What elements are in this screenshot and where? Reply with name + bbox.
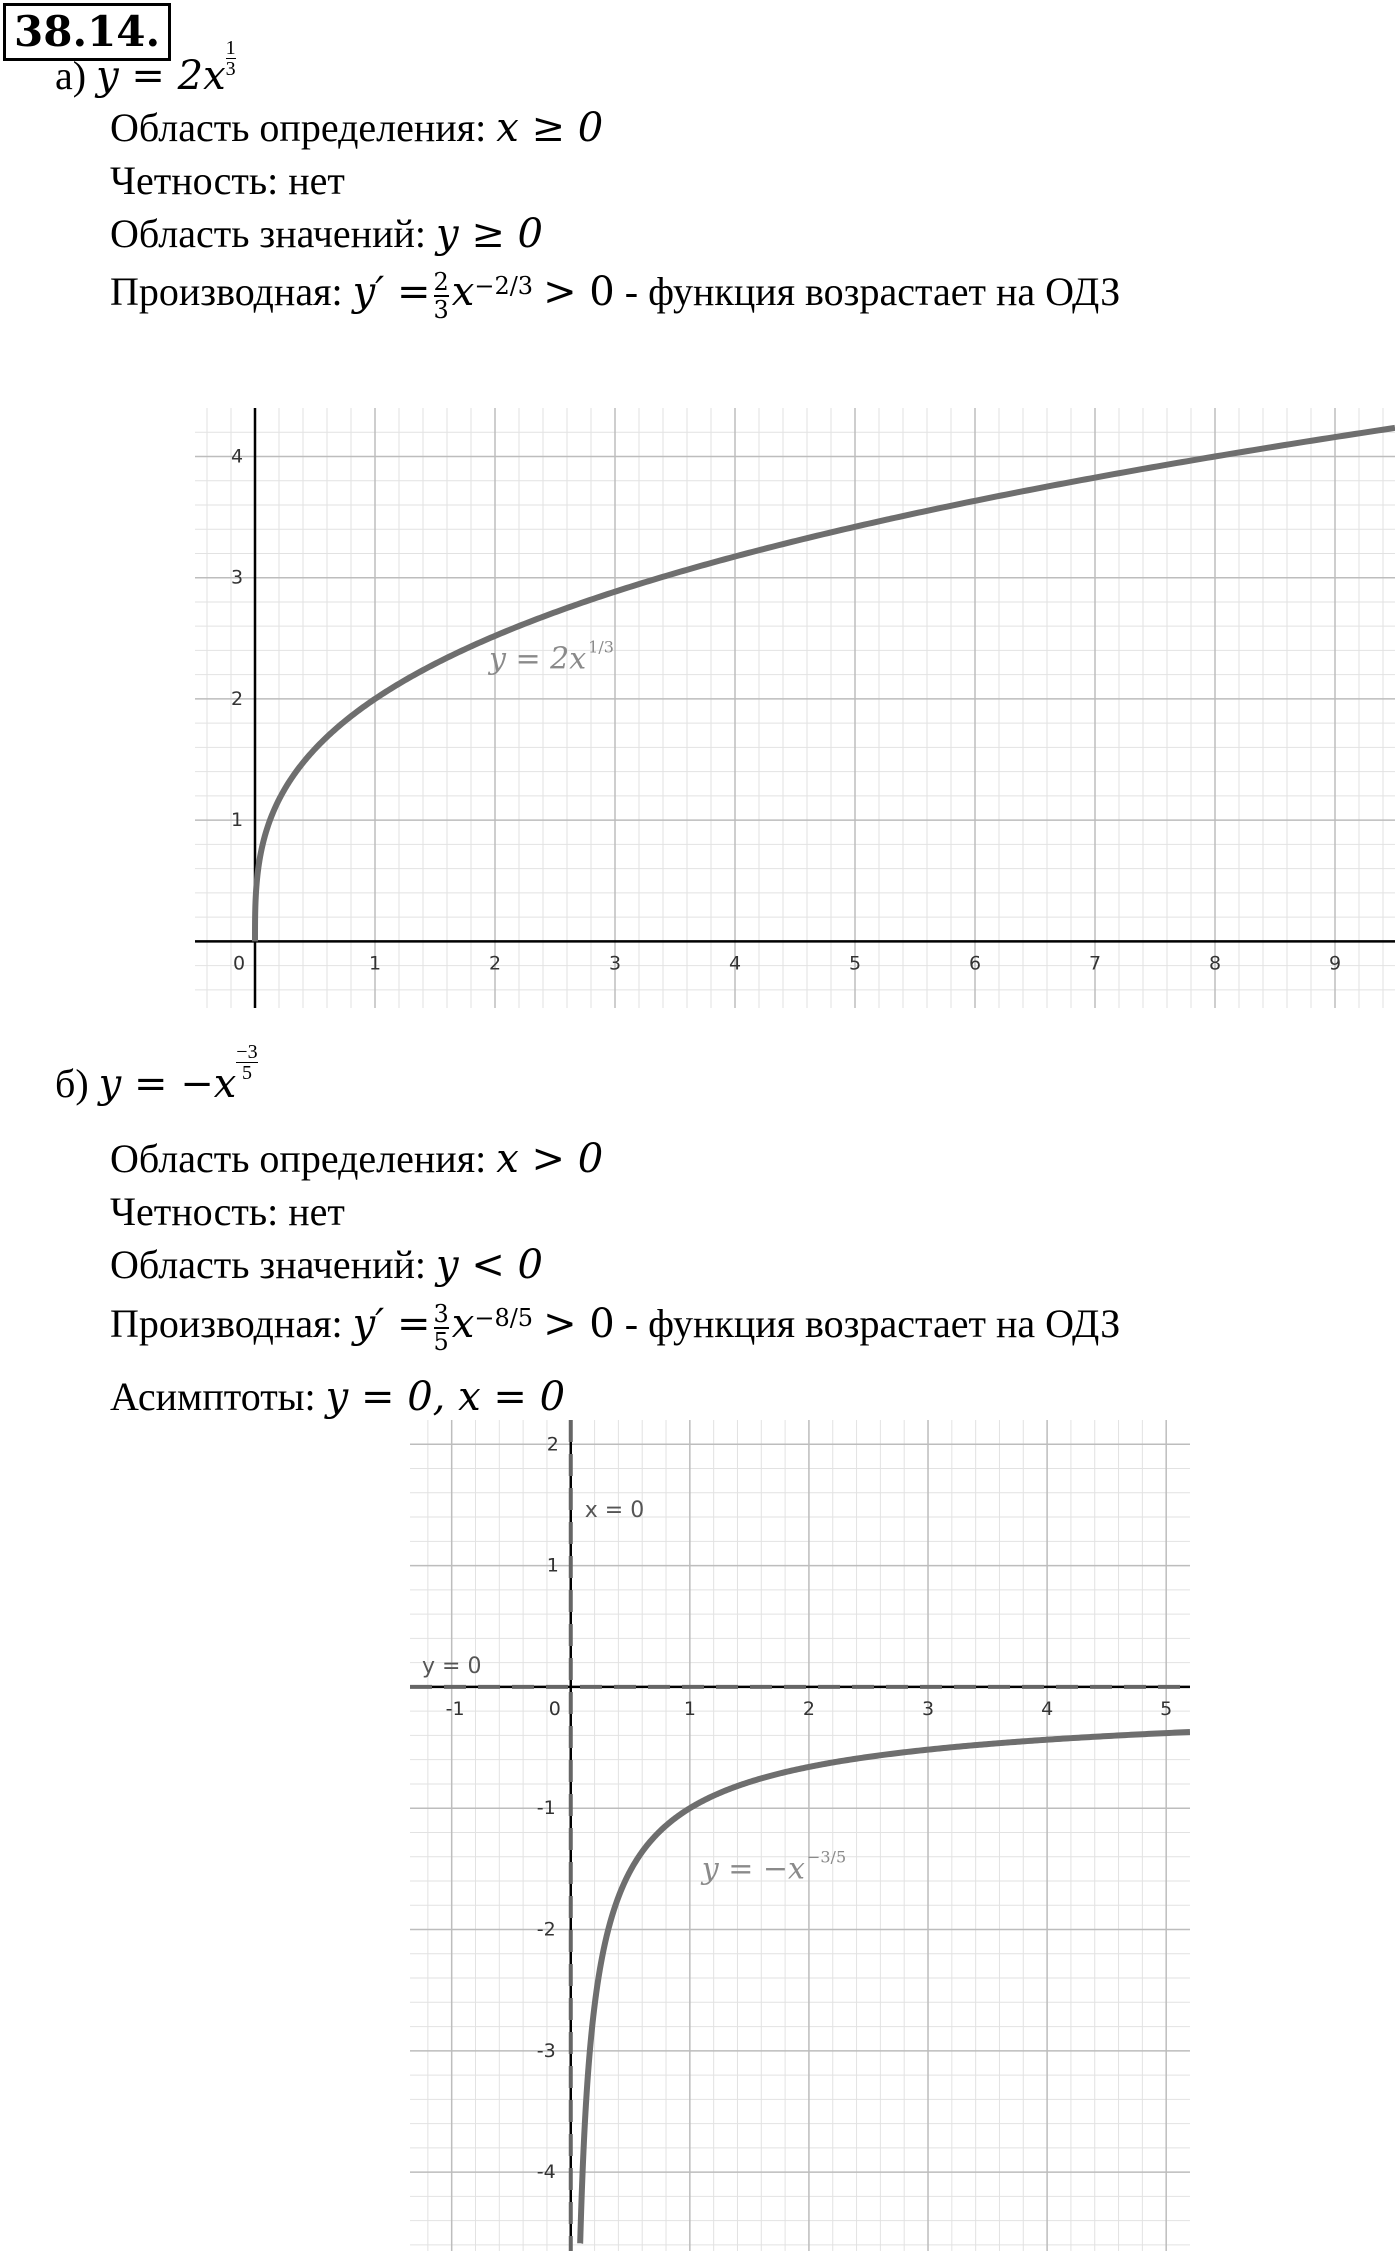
part-b-range: Область значений: y < 0 bbox=[110, 1242, 543, 1288]
part-a-formula-exponent: 1 3 bbox=[225, 37, 236, 80]
x-tick-label: 1 bbox=[369, 952, 382, 975]
part-b-label: б) bbox=[55, 1061, 89, 1106]
chart-b bbox=[410, 1420, 1190, 2251]
part-a-derivative: Производная: y′ = $\frac{2}{3}$ $x^{-2/3} > 0$ - функция возрастает на ОДЗ bbox=[110, 267, 1121, 324]
y-tick-label: 2 bbox=[546, 1433, 559, 1456]
part-b-formula-line bbox=[55, 1041, 258, 1108]
x-tick-label: 6 bbox=[969, 952, 982, 975]
y-tick-label: 4 bbox=[231, 445, 244, 468]
y-tick-label: 2 bbox=[231, 687, 244, 710]
y-tick-label: -3 bbox=[536, 2039, 556, 2062]
y-tick-label: 3 bbox=[231, 566, 244, 589]
x-tick-label: 8 bbox=[1209, 952, 1222, 975]
x-tick-label: -1 bbox=[445, 1697, 465, 1720]
x-tick-label: 2 bbox=[489, 952, 502, 975]
problem-number: 38.14. bbox=[3, 3, 171, 61]
part-b-domain: Область определения: x > 0 bbox=[110, 1136, 604, 1182]
part-a-label: а) bbox=[55, 53, 87, 98]
asymptote-x0-label: x = 0 bbox=[584, 1498, 645, 1524]
part-a-parity: Четность: нет bbox=[110, 158, 345, 203]
part-b-formula: y = −x bbox=[98, 1061, 237, 1107]
curve-label: y = 2x bbox=[489, 641, 587, 677]
part-b-parity: Четность: нет bbox=[110, 1189, 345, 1234]
curve-label-exponent: 1/3 bbox=[588, 637, 614, 657]
curve-label-exponent: −3/5 bbox=[806, 1847, 847, 1867]
y-tick-label: -1 bbox=[536, 1797, 556, 1820]
x-tick-label: 4 bbox=[1041, 1697, 1054, 1720]
x-tick-label: 3 bbox=[922, 1697, 935, 1720]
x-tick-label: 9 bbox=[1329, 952, 1342, 975]
x-tick-label: 3 bbox=[609, 952, 622, 975]
asymptote-y0-label: y = 0 bbox=[422, 1653, 482, 1679]
part-a-domain: Область определения: x ≥ 0 bbox=[110, 105, 604, 151]
chart-a bbox=[195, 408, 1395, 1008]
y-tick-label: -4 bbox=[536, 2161, 556, 2184]
curve-label: y = −x bbox=[701, 1851, 805, 1887]
x-tick-label: 1 bbox=[683, 1697, 696, 1720]
part-a-range: Область значений: y ≥ 0 bbox=[110, 211, 543, 257]
y-tick-label: 1 bbox=[546, 1554, 559, 1577]
part-b-formula-exponent: −3 5 bbox=[236, 1041, 258, 1084]
x-tick-label: 4 bbox=[729, 952, 742, 975]
x-tick-label: 0 bbox=[233, 952, 246, 975]
x-tick-label: 2 bbox=[802, 1697, 816, 1720]
part-b-derivative: Производная: y′ = $\frac{3}{5}$ $x^{-8/5} > 0$ - функция возрастает на ОДЗ bbox=[110, 1299, 1121, 1356]
x-tick-label: 7 bbox=[1089, 952, 1102, 975]
y-tick-label: -2 bbox=[536, 1918, 556, 1941]
y-tick-label: 1 bbox=[231, 809, 244, 832]
part-b-asymptotes: Асимптоты: y = 0, x = 0 bbox=[110, 1374, 566, 1420]
x-tick-label: 5 bbox=[1160, 1697, 1173, 1720]
x-tick-label: 5 bbox=[849, 952, 862, 975]
part-a-formula-line bbox=[55, 37, 236, 100]
x-tick-label: 0 bbox=[548, 1697, 561, 1720]
part-a-formula: y = 2x bbox=[96, 53, 226, 99]
